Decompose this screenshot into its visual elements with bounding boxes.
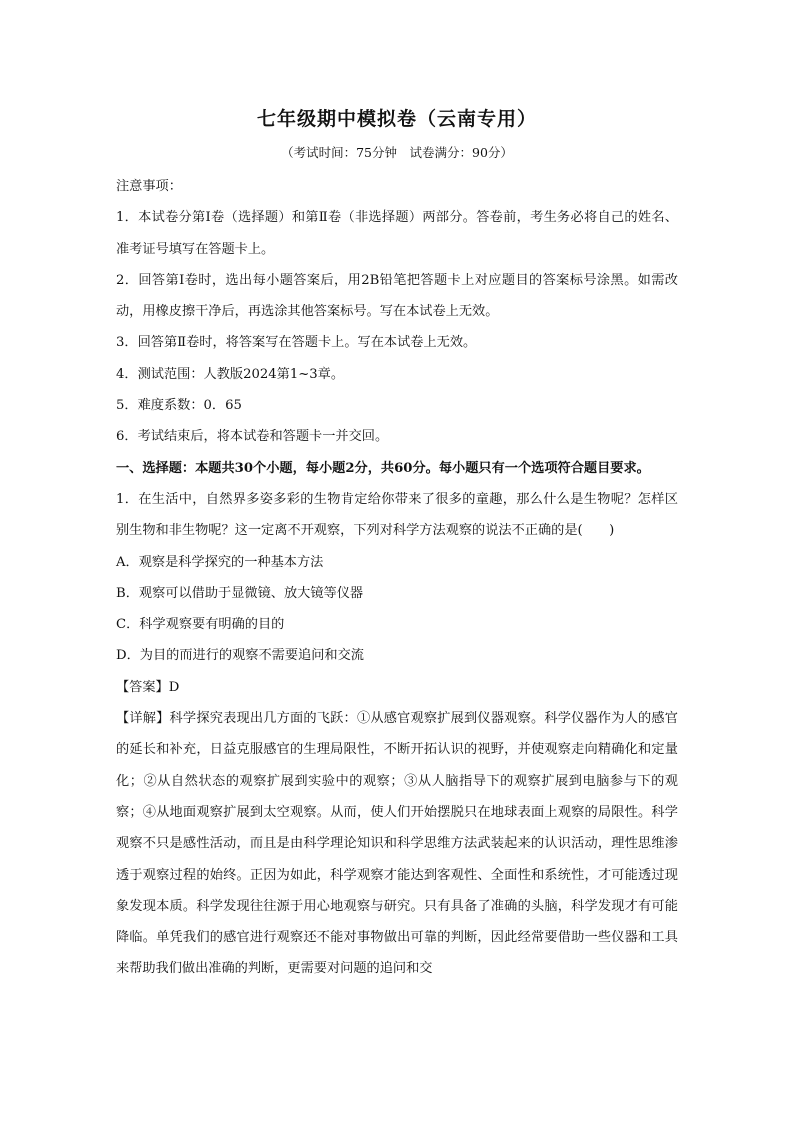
note-item-1: 1．本试卷分第Ⅰ卷（选择题）和第Ⅱ卷（非选择题）两部分。答卷前，考生务必将自己的姓名、准考证号填写在答题卡上。 [116,210,678,257]
note-item-2: 2．回答第Ⅰ卷时，选出每小题答案后，用2B铅笔把答题卡上对应题目的答案标号涂黑。如需改动，用橡皮擦干净后，再选涂其他答案标号。写在本试卷上无效。 [116,272,678,320]
answer-line: 【答案】D [116,679,180,695]
note-item-5: 5．难度系数：0．65 [116,398,242,414]
section-heading: 一、选择题：本题共30个小题，每小题2分，共60分。每小题只有一个选项符合题目要求。 [116,460,650,476]
explanation-text: 【详解】科学探究表现出几方面的飞跃：①从感官观察扩展到仪器观察。科学仪器作为人的感官的延长和补充，日益克服感官的生理局限性，不断开拓认识的视野，并使观察走向精确化和定量化；②从自然状态的观察扩展到实验中的观察；③从人脑指导下的观察扩展到电脑参与下的观察；④从地面观察扩展到太空观察。从而，使人们开始摆脱只在地球表面上观察的局限性。科学观察不只是感性活动，而且是由科学理论知识和科学思维方法武装起来的认识活动，理性思维渗透于观察过程的始终。正因为如此，科学观察才能达到客观性、全面性和系统性，才可能透过现象发现本质。科学发现往往源于用心地观察与研究。只有具备了准确的头脑，科学发现才有可能降临。单凭我们的感官进行观察还不能对事物做出可靠的判断，因此经常要借助一些仪器和工具来帮助我们做出准确的判断，更需要对问题的追问和交 [116,711,678,977]
note-item-4: 4．测试范围：人教版2024第1~3章。 [116,366,345,382]
notes-heading: 注意事项： [116,179,182,194]
option-c: C．科学观察要有明确的目的 [116,617,285,633]
note-item-6: 6．考试结束后，将本试卷和答题卡一并交回。 [116,429,389,445]
exam-body [116,171,678,985]
note-item-3: 3．回答第Ⅱ卷时，将答案写在答题卡上。写在本试卷上无效。 [116,335,477,351]
exam-title: 七年级期中模拟卷（云南专用） [256,108,537,130]
exam-subtitle: （考试时间：75分钟 试卷满分：90分） [281,145,513,160]
option-a: A．观察是科学探究的一种基本方法 [116,554,324,570]
option-b: B．观察可以借助于显微镜、放大镜等仪器 [116,585,364,601]
question-stem: 1．在生活中，自然界多姿多彩的生物肯定给你带来了很多的童趣，那么什么是生物呢？怎样区别生物和非生物呢？这一定离不开观察，下列对科学方法观察的说法不正确的是( ) [116,491,678,539]
option-d: D．为目的而进行的观察不需要追问和交流 [116,648,364,664]
